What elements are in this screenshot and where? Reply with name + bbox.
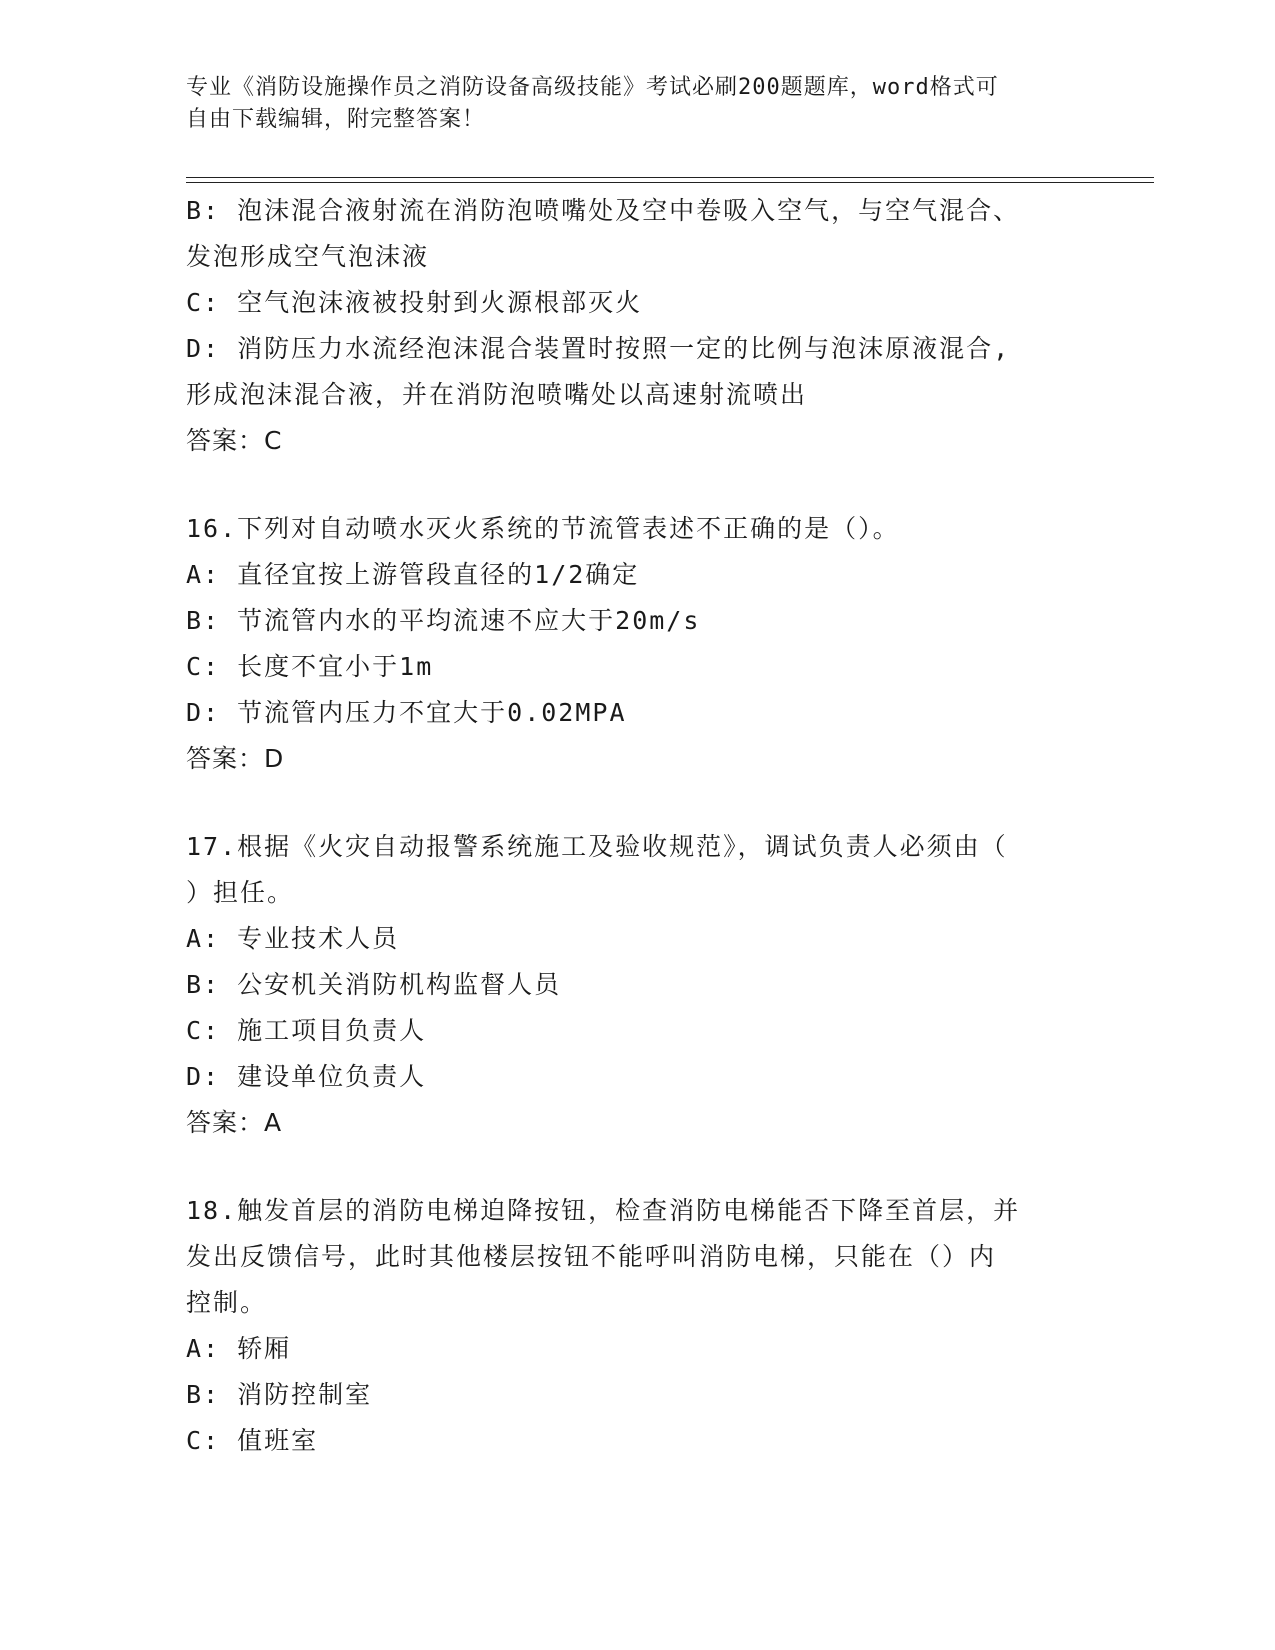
q16-stem: 16.下列对自动喷水灭火系统的节流管表述不正确的是（）。 bbox=[186, 514, 900, 543]
document-body bbox=[186, 188, 1086, 1464]
q15-answer: 答案：C bbox=[186, 426, 283, 455]
q16-option-c: C: 长度不宜小于1m bbox=[186, 652, 434, 681]
q16-option-d: D: 节流管内压力不宜大于0.02MPA bbox=[186, 698, 627, 727]
header-divider bbox=[186, 177, 1154, 183]
q16-option-a: A: 直径宜按上游管段直径的1/2确定 bbox=[186, 560, 640, 589]
q17-answer: 答案：A bbox=[186, 1108, 283, 1137]
q18-stem-line2: 发出反馈信号，此时其他楼层按钮不能呼叫消防电梯，只能在（）内 bbox=[186, 1242, 997, 1271]
q17-option-a: A: 专业技术人员 bbox=[186, 924, 400, 953]
q15-option-d-line2: 形成泡沫混合液，并在消防泡喷嘴处以高速射流喷出 bbox=[186, 380, 808, 409]
q16-option-b: B: 节流管内水的平均流速不应大于20m/s bbox=[186, 606, 701, 635]
q18-option-b: B: 消防控制室 bbox=[186, 1380, 373, 1409]
q17-option-c: C: 施工项目负责人 bbox=[186, 1016, 427, 1045]
q16-answer: 答案：D bbox=[186, 744, 285, 773]
question-16 bbox=[186, 506, 1086, 782]
q18-option-a: A: 轿厢 bbox=[186, 1334, 292, 1363]
question-15-continued bbox=[186, 188, 1086, 464]
page-header bbox=[186, 72, 1066, 136]
header-line-1: 专业《消防设施操作员之消防设备高级技能》考试必刷200题题库，word格式可 bbox=[186, 75, 999, 100]
question-18 bbox=[186, 1188, 1086, 1464]
q15-option-b-line2: 发泡形成空气泡沫液 bbox=[186, 242, 430, 271]
header-line-2: 自由下载编辑，附完整答案！ bbox=[186, 107, 486, 132]
q17-option-d: D: 建设单位负责人 bbox=[186, 1062, 427, 1091]
q15-option-c: C: 空气泡沫液被投射到火源根部灭火 bbox=[186, 288, 643, 317]
q18-stem-line3: 控制。 bbox=[186, 1288, 268, 1317]
q18-stem-line1: 18.触发首层的消防电梯迫降按钮，检查消防电梯能否下降至首层，并 bbox=[186, 1196, 1021, 1225]
question-17 bbox=[186, 824, 1086, 1146]
q17-option-b: B: 公安机关消防机构监督人员 bbox=[186, 970, 562, 999]
q17-stem-line2: ）担任。 bbox=[186, 878, 295, 907]
q17-stem-line1: 17.根据《火灾自动报警系统施工及验收规范》，调试负责人必须由（ bbox=[186, 832, 1008, 861]
q15-option-d-line1: D: 消防压力水流经泡沫混合装置时按照一定的比例与泡沫原液混合, bbox=[186, 334, 1011, 363]
q18-option-c: C: 值班室 bbox=[186, 1426, 319, 1455]
q15-option-b-line1: B: 泡沫混合液射流在消防泡喷嘴处及空中卷吸入空气，与空气混合、 bbox=[186, 196, 1021, 225]
